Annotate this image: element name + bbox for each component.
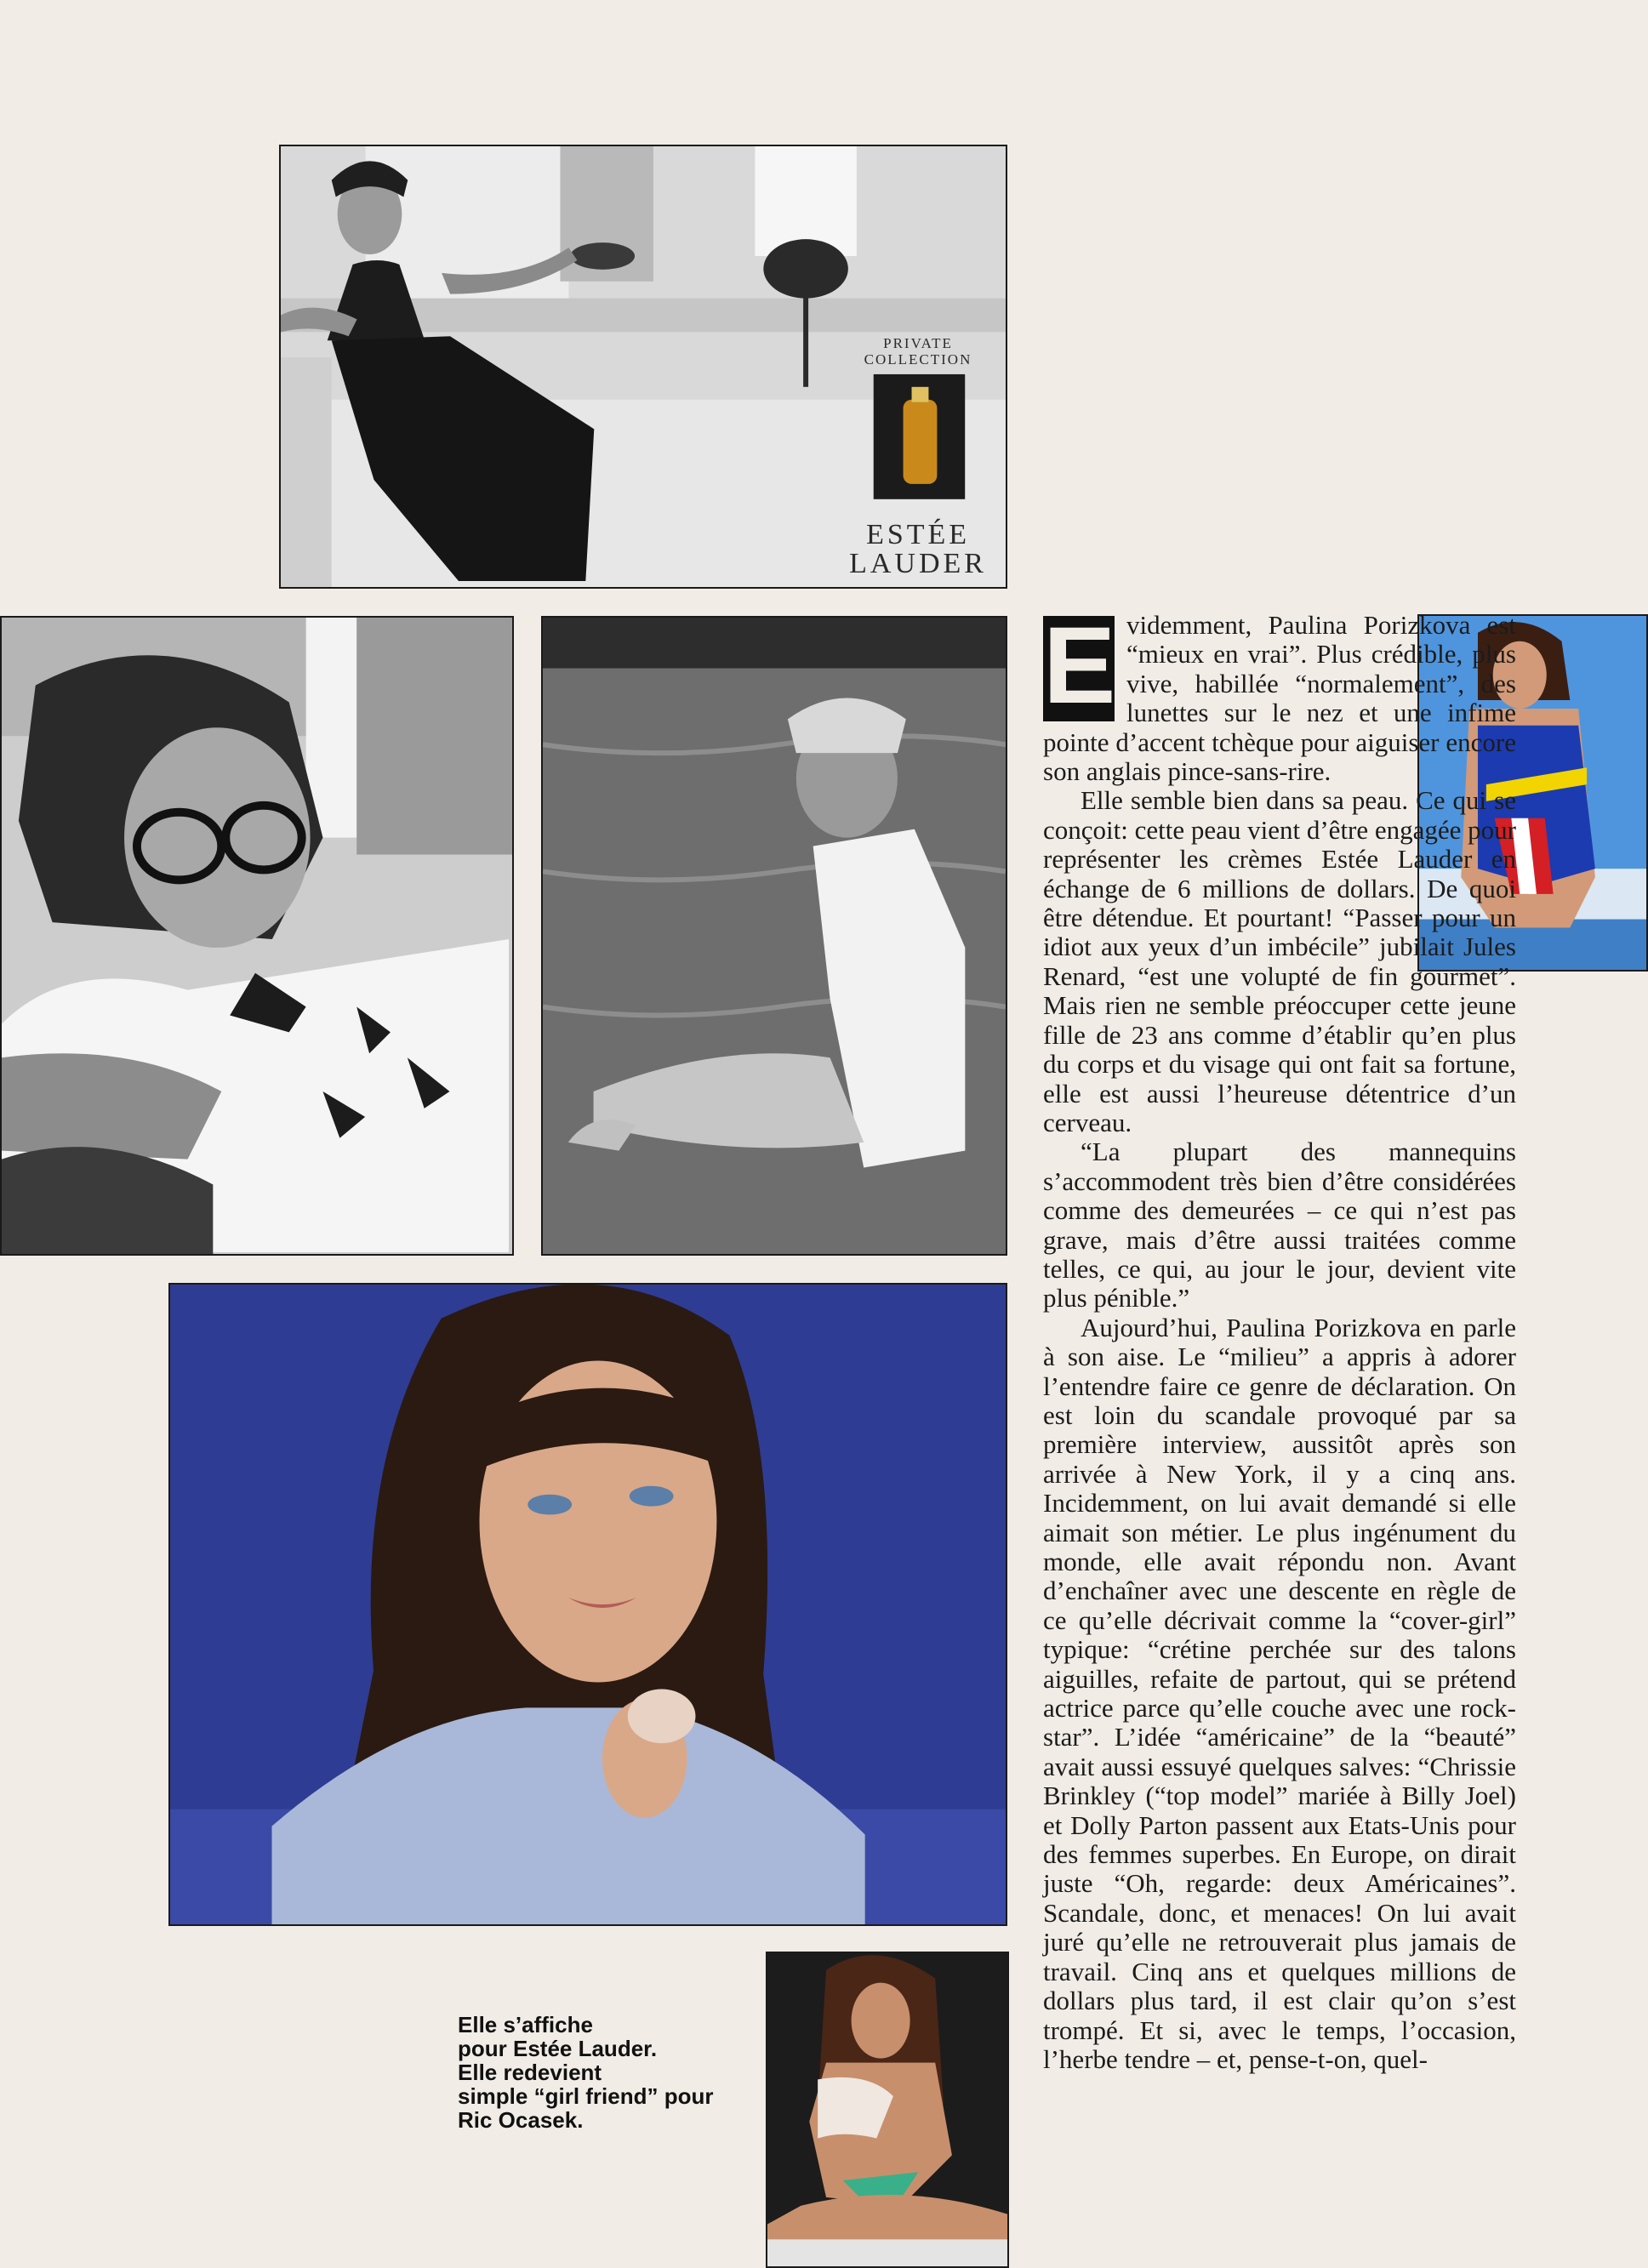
blue-portrait-photo [168,1283,1007,1926]
estee-lauder-ad-photo [279,145,1007,589]
article-paragraph: Elle semble bien dans sa peau. Ce qui se conçoit: cette peau vient d’être engagée pour représenter les crèmes Estée Lauder en échange de 6 millions de dollars. De quoi être détendue. Et pourtant! “Passer pour un idiot aux yeux d’un imbécile” jubilait Jules Renard, “est une volupté de fin gourmet”. Mais rien ne semble préoccuper cette jeune fille de 23 ans comme d’établir qu’en plus du corps et du visage qui ont fait sa fortune, elle est aussi l’heureuse détentrice d’un cerveau. [1043,785,1517,1137]
caption-line: Elle s’affiche [458,2012,593,2037]
article-paragraph: Aujourd’hui, Paulina Porizkova en parle à son aise. Le “milieu” a appris à adorer l’entendre faire ce genre de déclaration. On est loin du scandale provoqué par sa première interview, aussitôt après son arrivée à New York, il y a cinq ans. Incidemment, on lui avait demandé si elle aimait son métier. Le plus ingénument du monde, elle avait répondu non. Avant d’enchaîner avec une descente en règle de ce qu’elle décrivait comme la “cover-girl” typique: “crétine perchée sur des talons aiguilles, refaite de partout, qui se prétend actrice parce qu’elle couche avec une rock-star”. L’idée “américaine” de la “beauté” avait aussi essuyé quelques salves: “Chrissie Brinkley (“top model” mariée à Billy Joel) et Dolly Parton passent aux Etats-Unis pour des femmes superbes. En Europe, on dirait juste “Oh, regarde: deux Américaines”. Scandale, donc, et menaces! On lui avait juré qu’elle ne retrouverait plus jamais de travail. Cinq ans et quelques millions de dollars plus tard, il est clair qu’on s’est trompé. Et si, avec le temps, l’occasion, l’herbe tendre – et, pense-t-on, quel- [1043,1312,1516,2074]
glasses-portrait-photo [0,616,514,1256]
drop-cap: E [1043,605,1116,727]
estee-lauder-logo [849,521,987,578]
ad-collection-label: PRIVATE COLLECTION [864,335,972,368]
article-paragraph [1043,605,1516,787]
photo-caption [458,2013,747,2132]
ad-brand-line-2: LAUDER [849,548,987,579]
article-column [1043,605,1517,2074]
bikini-photo [766,1952,1009,2268]
ad-collection-text [863,335,973,368]
caption-line: Elle redevient [458,2060,602,2085]
glasses-portrait-illustration [2,618,512,1254]
caption-line: simple “girl friend” pour [458,2083,714,2109]
ad-brand-line-1: ESTÉE [866,519,971,550]
caption-line: pour Estée Lauder. [458,2036,658,2061]
caption-line: Ric Ocasek. [458,2107,584,2133]
water-portrait-illustration [543,618,1006,1254]
water-portrait-photo [541,616,1007,1256]
article-paragraph-text: videmment, Paulina Porizkova est “mieux en vrai”. Plus crédible, plus vive, habillée “normalement”, des lunettes sur le nez et une infime pointe d’accent tchèque pour aiguiser encore son anglais pince-sans-rire. [1043,610,1516,787]
article-paragraph: “La plupart des mannequins s’accommodent très bien d’être considérées comme des demeurées – ce qui n’est pas grave, mais d’être aussi traitées comme telles, ce qui, au jour le jour, devient vite plus pénible.” [1043,1137,1516,1314]
bikini-illustration [767,1953,1007,2266]
blue-portrait-illustration [170,1285,1006,1924]
